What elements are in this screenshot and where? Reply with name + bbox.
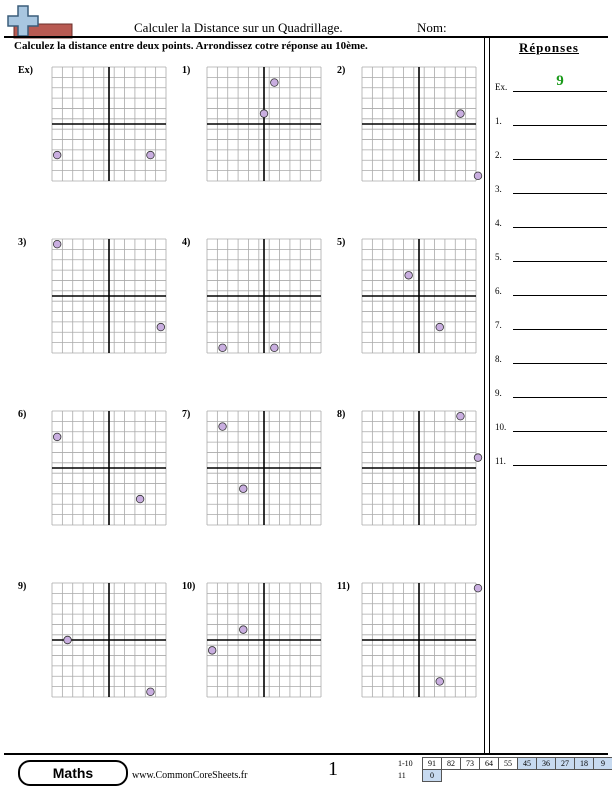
answer-number: 2. bbox=[495, 150, 502, 160]
coordinate-grid bbox=[207, 411, 321, 525]
problem-label: 11) bbox=[337, 581, 350, 592]
plotted-point bbox=[436, 678, 444, 686]
answer-number: 6. bbox=[495, 286, 502, 296]
problem-label: 1) bbox=[182, 65, 191, 76]
answer-row bbox=[495, 418, 607, 434]
answers-title: Réponses bbox=[518, 40, 579, 55]
answer-line[interactable] bbox=[513, 465, 607, 466]
site-url: www.CommonCoreSheets.fr bbox=[132, 770, 248, 781]
answer-column-divider bbox=[484, 37, 485, 753]
plotted-point bbox=[436, 323, 444, 331]
coordinate-grid bbox=[362, 583, 476, 697]
answer-line[interactable] bbox=[513, 397, 607, 398]
coordinate-grid bbox=[52, 67, 166, 181]
plotted-point bbox=[53, 433, 61, 441]
plotted-point bbox=[457, 412, 465, 420]
answer-row bbox=[495, 180, 607, 196]
answer-line[interactable] bbox=[513, 295, 607, 296]
answer-key-cell: 36 bbox=[537, 758, 556, 770]
plotted-point bbox=[260, 110, 268, 118]
answer-key-cell: 64 bbox=[480, 758, 499, 770]
answer-row bbox=[495, 350, 607, 366]
answer-number: 5. bbox=[495, 252, 502, 262]
answer-line[interactable] bbox=[513, 125, 607, 126]
problem-label: 7) bbox=[182, 409, 191, 420]
coordinate-grid bbox=[207, 239, 321, 353]
coordinate-grid bbox=[362, 239, 476, 353]
plotted-point bbox=[405, 271, 413, 279]
problem-label: 2) bbox=[337, 65, 346, 76]
answer-key-cell: 9 bbox=[594, 758, 612, 770]
problem-label: 3) bbox=[18, 237, 27, 248]
plotted-point bbox=[457, 110, 465, 118]
name-label: Nom: bbox=[417, 20, 447, 35]
plotted-point bbox=[219, 344, 227, 352]
answer-row bbox=[495, 73, 607, 94]
coordinate-grid bbox=[362, 67, 476, 181]
answer-key-row bbox=[396, 758, 612, 770]
answer-line[interactable] bbox=[513, 159, 607, 160]
answer-key-cell: 11 bbox=[398, 771, 406, 780]
plotted-point bbox=[147, 688, 155, 696]
coordinate-grid bbox=[207, 67, 321, 181]
instructions: Calculez la distance entre deux points. Arrondissez cotre réponse au 10ème. bbox=[14, 40, 368, 52]
plotted-point bbox=[239, 626, 247, 634]
plotted-point bbox=[53, 151, 61, 159]
problem-label: 6) bbox=[18, 409, 27, 420]
answer-number: 7. bbox=[495, 320, 502, 330]
answer-row bbox=[495, 248, 607, 264]
answer-column-divider bbox=[489, 37, 490, 753]
header-divider bbox=[4, 36, 608, 38]
answer-line[interactable] bbox=[513, 91, 607, 92]
answer-line[interactable] bbox=[513, 363, 607, 364]
coordinate-grid bbox=[52, 583, 166, 697]
plotted-point bbox=[219, 423, 227, 431]
brand-badge: Maths bbox=[18, 760, 128, 786]
answer-number: 9. bbox=[495, 388, 502, 398]
page-number: 1 bbox=[328, 758, 338, 780]
answer-row bbox=[495, 384, 607, 400]
plotted-point bbox=[157, 323, 165, 331]
answer-value: 9 bbox=[556, 73, 564, 89]
answer-number: 10. bbox=[495, 422, 507, 432]
answer-row bbox=[495, 146, 607, 162]
answer-key-cell: 73 bbox=[461, 758, 480, 770]
plotted-point bbox=[53, 240, 61, 248]
problem-label: Ex) bbox=[18, 65, 33, 76]
answer-key-row bbox=[396, 770, 612, 782]
answer-key-cell: 0 bbox=[423, 770, 442, 782]
footer-divider bbox=[4, 753, 608, 755]
answer-line[interactable] bbox=[513, 329, 607, 330]
plotted-point bbox=[239, 485, 247, 493]
answer-number: 1. bbox=[495, 116, 502, 126]
answer-key-cell: 45 bbox=[518, 758, 537, 770]
answer-key-cell: 91 bbox=[423, 758, 442, 770]
plotted-point bbox=[271, 344, 279, 352]
answer-key-cell: 27 bbox=[556, 758, 575, 770]
problem-label: 4) bbox=[182, 237, 191, 248]
answer-row bbox=[495, 316, 607, 332]
answer-row bbox=[495, 214, 607, 230]
answer-key-table bbox=[396, 757, 612, 782]
plotted-point bbox=[474, 172, 482, 180]
answer-number: 3. bbox=[495, 184, 502, 194]
answer-number: 11. bbox=[495, 456, 506, 466]
answer-number: Ex. bbox=[495, 82, 508, 92]
plotted-point bbox=[147, 151, 155, 159]
problem-label: 5) bbox=[337, 237, 346, 248]
answer-number: 4. bbox=[495, 218, 502, 228]
page-title: Calculer la Distance sur un Quadrillage. bbox=[134, 20, 343, 35]
plotted-point bbox=[64, 636, 72, 644]
answer-key-cell: 55 bbox=[499, 758, 518, 770]
plotted-point bbox=[474, 584, 482, 592]
plotted-point bbox=[474, 454, 482, 462]
problem-label: 9) bbox=[18, 581, 27, 592]
plus-sign-logo-icon bbox=[4, 4, 74, 40]
answer-key-cell: 18 bbox=[575, 758, 594, 770]
answer-line[interactable] bbox=[513, 431, 607, 432]
answer-number: 8. bbox=[495, 354, 502, 364]
answer-row bbox=[495, 112, 607, 128]
problem-label: 8) bbox=[337, 409, 346, 420]
answer-line[interactable] bbox=[513, 227, 607, 228]
answer-key-cell: 1-10 bbox=[398, 759, 413, 768]
answer-line[interactable] bbox=[513, 193, 607, 194]
coordinate-grid bbox=[52, 411, 166, 525]
answer-line[interactable] bbox=[513, 261, 607, 262]
plotted-point bbox=[208, 647, 216, 655]
plotted-point bbox=[271, 79, 279, 87]
coordinate-grid bbox=[362, 411, 476, 525]
coordinate-grid bbox=[207, 583, 321, 697]
answer-row bbox=[495, 282, 607, 298]
answer-row bbox=[495, 452, 607, 468]
coordinate-grid bbox=[52, 239, 166, 353]
answer-key-cell: 82 bbox=[442, 758, 461, 770]
plotted-point bbox=[136, 495, 144, 503]
problem-label: 10) bbox=[182, 581, 196, 592]
